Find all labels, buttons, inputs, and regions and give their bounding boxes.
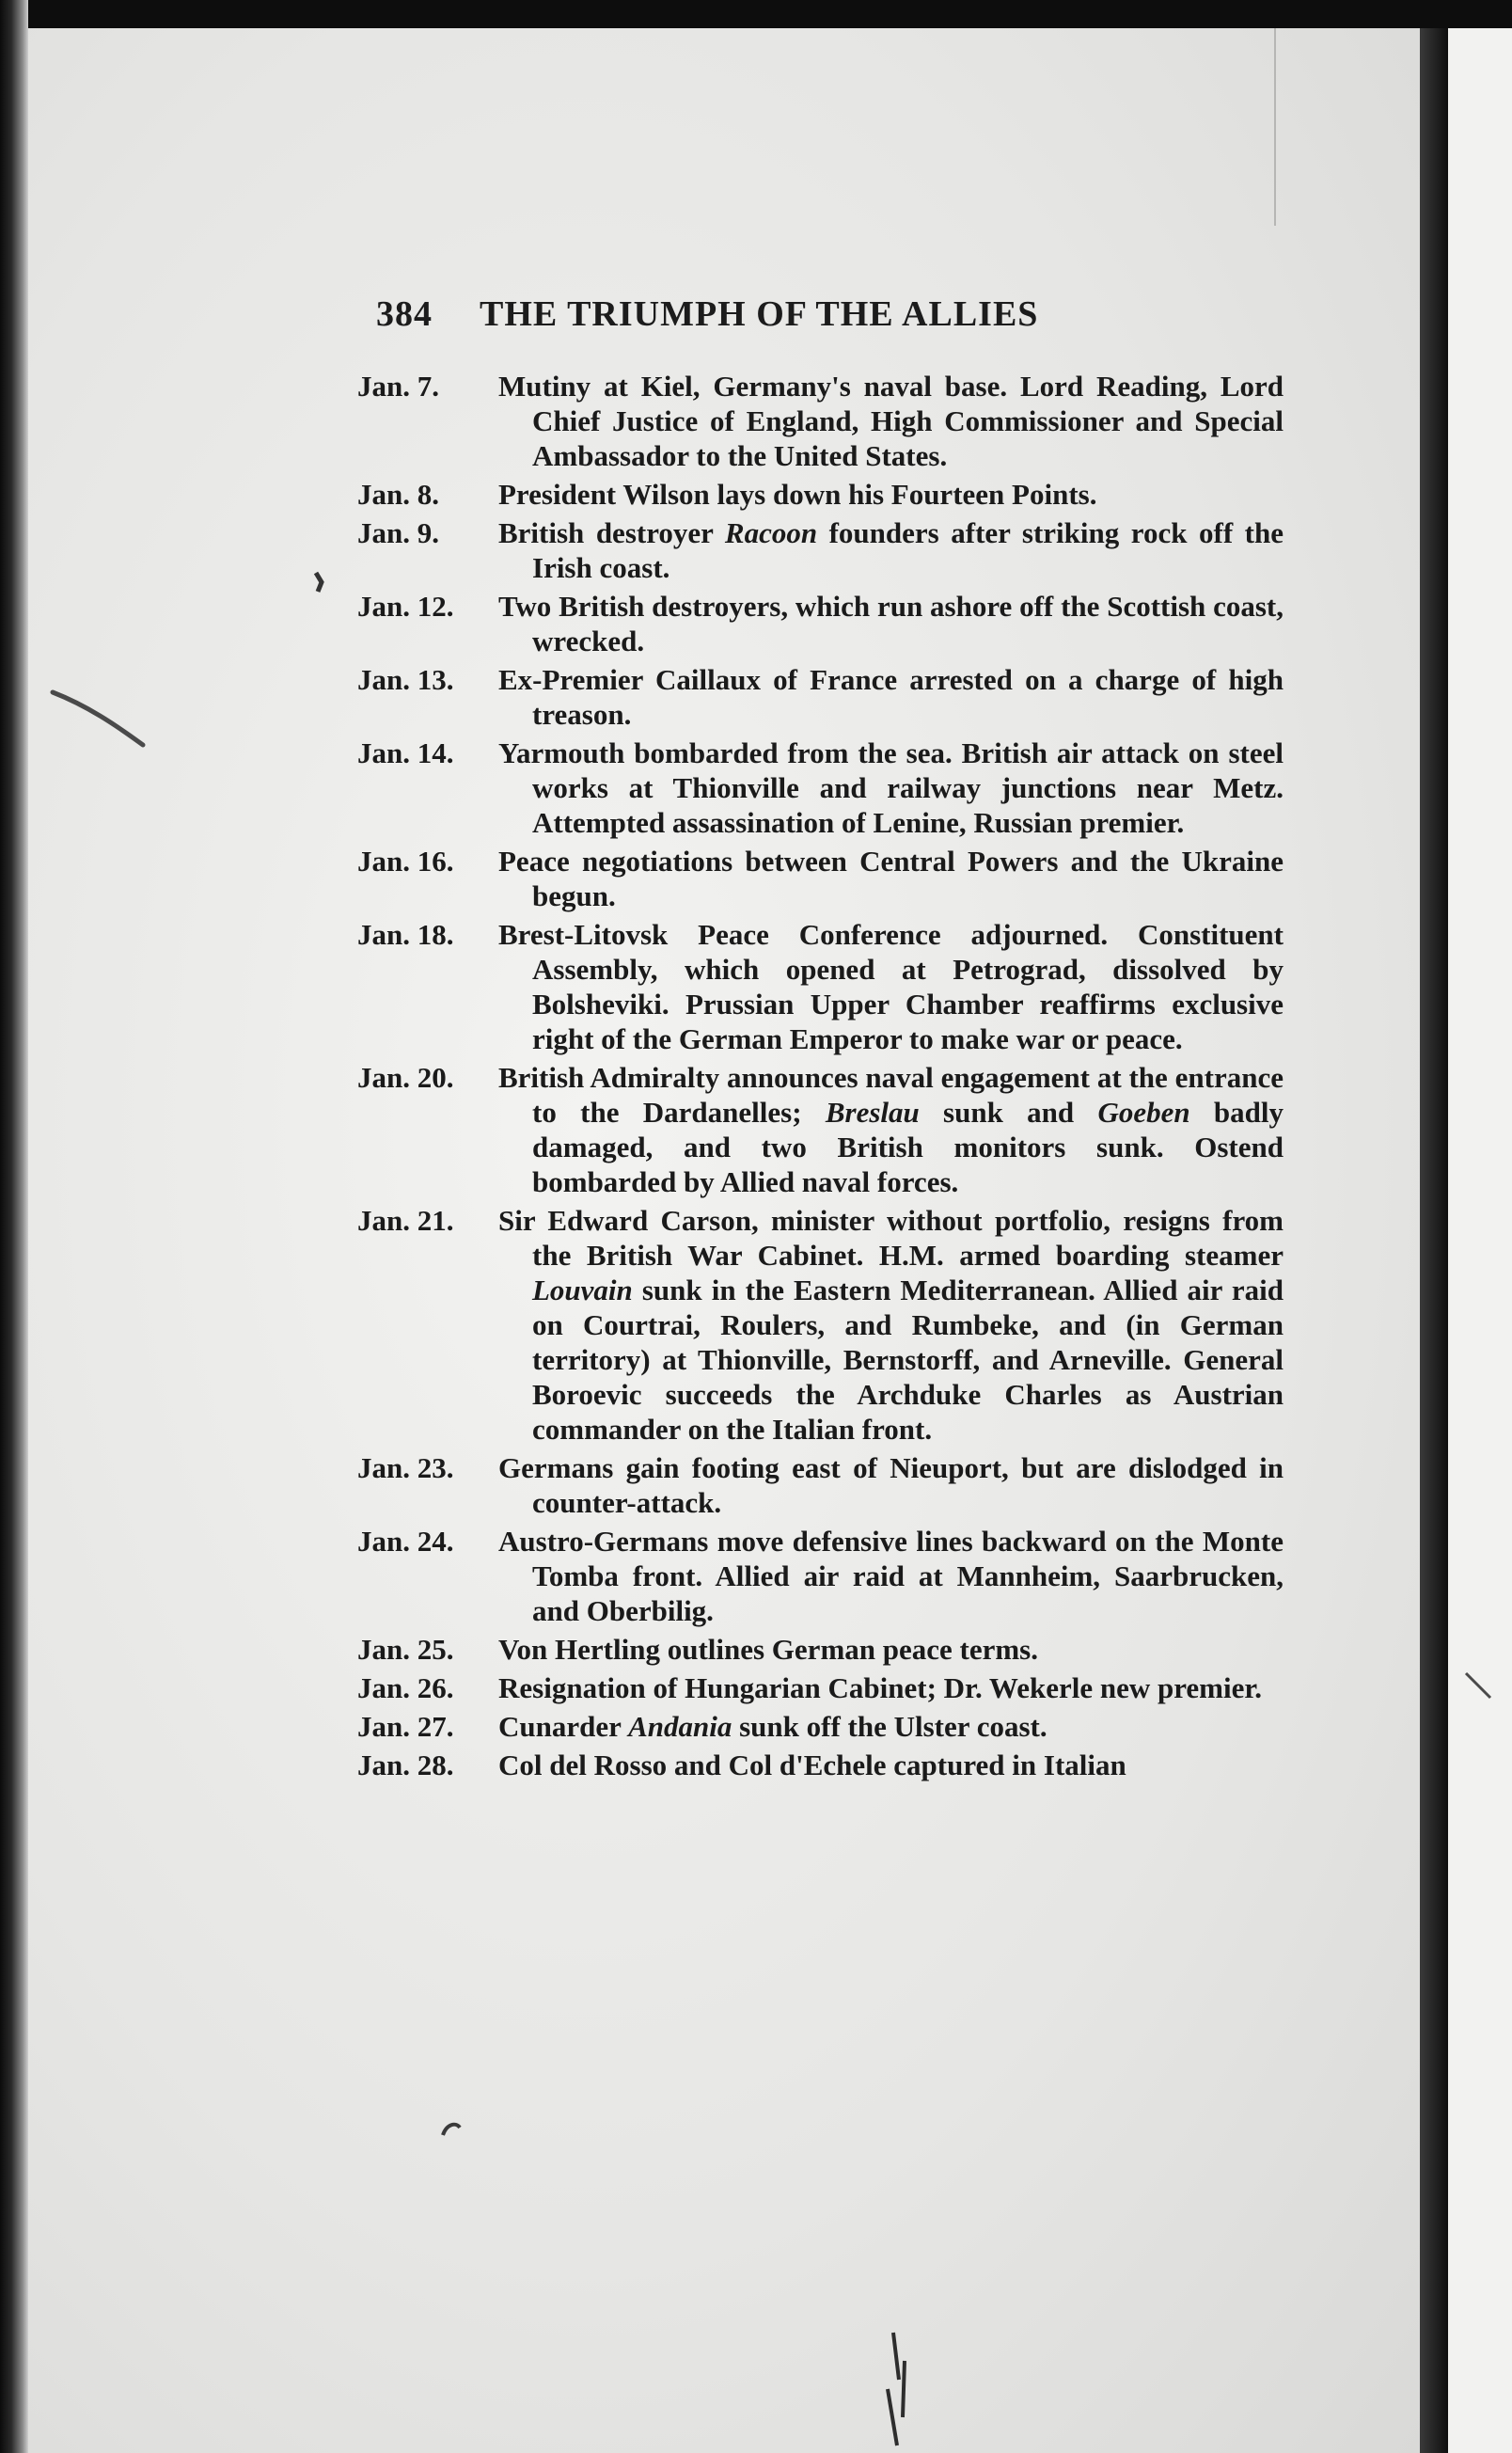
page-title: THE TRIUMPH OF THE ALLIES	[480, 294, 1039, 334]
scan-mark-curl	[437, 2116, 465, 2144]
entry-date: Jan. 18.	[357, 918, 454, 951]
entry-date: Jan. 25.	[357, 1633, 454, 1666]
scan-mark-stroke	[49, 687, 152, 752]
scan-mark-speck	[310, 569, 329, 597]
entry-date: Jan. 27.	[357, 1710, 454, 1743]
chronology-entry	[357, 1709, 1284, 1744]
chronology-entry	[357, 662, 1284, 732]
entry-text: Peace negotiations between Central Powers and the Ukraine begun.	[498, 845, 1284, 912]
ship-name: Breslau	[825, 1096, 920, 1129]
entry-text: Ex-Premier Caillaux of France arrested on a charge of high treason.	[498, 663, 1284, 731]
entry-date: Jan. 16.	[357, 845, 454, 878]
entry-date: Jan. 14.	[357, 736, 454, 769]
chronology-entry	[357, 1670, 1284, 1705]
chronology-entry	[357, 1450, 1284, 1520]
entry-text: British Admiralty announces naval engagement at the entrance to the Dardanelles; Breslau sunk and Goeben badly damaged, and two British monitors sunk. Ostend bombarded by Allied naval forces.	[498, 1061, 1284, 1198]
page-header	[376, 293, 1222, 335]
page-number: 384	[376, 294, 433, 334]
entry-date: Jan. 13.	[357, 663, 454, 696]
scan-mark-bottom	[874, 2323, 921, 2453]
entry-date: Jan. 20.	[357, 1061, 454, 1094]
entry-text: Brest-Litovsk Peace Conference adjourned. Constituent Assembly, which opened at Petrograd, dissolved by Bolsheviki. Prussian Upper Chamber reaffirms exclusive right of the German Emperor to make war or peace.	[498, 918, 1284, 1055]
page-fold-line	[1274, 28, 1276, 226]
chronology-entry	[357, 736, 1284, 840]
entry-text: Resignation of Hungarian Cabinet; Dr. Wekerle new premier.	[498, 1671, 1263, 1704]
entry-date: Jan. 9.	[357, 516, 439, 549]
chronology-entry	[357, 917, 1284, 1056]
chronology-entry	[357, 1748, 1284, 1782]
chronology-entry	[357, 589, 1284, 658]
entry-text: Two British destroyers, which run ashore off the Scottish coast, wrecked.	[498, 590, 1284, 657]
chronology-entry	[357, 1632, 1284, 1667]
ship-name: Louvain	[532, 1274, 633, 1306]
book-gutter	[1420, 28, 1448, 2453]
facing-page-edge	[1448, 28, 1512, 2453]
chronology-entry	[357, 515, 1284, 585]
scan-border-top	[0, 0, 1512, 30]
ship-name: Racoon	[724, 516, 818, 549]
entry-text: Germans gain footing east of Nieuport, but are dislodged in counter-attack.	[498, 1451, 1284, 1519]
entry-date: Jan. 23.	[357, 1451, 454, 1484]
entry-date: Jan. 8.	[357, 478, 439, 511]
entry-date: Jan. 12.	[357, 590, 454, 623]
entry-text: President Wilson lays down his Fourteen Points.	[498, 478, 1097, 511]
chronology-entry	[357, 1203, 1284, 1447]
chronology-list	[357, 369, 1284, 1786]
scan-border-left	[0, 0, 28, 2453]
entry-text: Austro-Germans move defensive lines backward on the Monte Tomba front. Allied air raid at Mannheim, Saarbrucken, and Oberbilig.	[498, 1525, 1284, 1627]
chronology-entry	[357, 1060, 1284, 1199]
entry-text: Yarmouth bombarded from the sea. British air attack on steel works at Thionville and railway junctions near Metz. Attempted assassination of Lenine, Russian premier.	[498, 736, 1284, 839]
entry-text: Col del Rosso and Col d'Echele captured in Italian	[498, 1749, 1126, 1781]
ship-name: Goeben	[1097, 1096, 1190, 1129]
entry-date: Jan. 7.	[357, 370, 439, 403]
chronology-entry	[357, 844, 1284, 913]
scan-mark-right	[1462, 1670, 1500, 1707]
entry-text: British destroyer Racoon founders after striking rock off the Irish coast.	[498, 516, 1284, 584]
entry-date: Jan. 26.	[357, 1671, 454, 1704]
entry-date: Jan. 24.	[357, 1525, 454, 1558]
entry-date: Jan. 21.	[357, 1204, 454, 1237]
chronology-entry	[357, 369, 1284, 473]
entry-text: Cunarder Andania sunk off the Ulster coast.	[498, 1710, 1047, 1743]
chronology-entry	[357, 1524, 1284, 1628]
entry-text: Von Hertling outlines German peace terms.	[498, 1633, 1038, 1666]
ship-name: Andania	[628, 1710, 732, 1743]
entry-text: Sir Edward Carson, minister without portfolio, resigns from the British War Cabinet. H.M. armed boarding steamer Louvain sunk in the Eastern Mediterranean. Allied air raid on Courtrai, Roulers, and Rumbeke, and (in German territory) at Thionville, Bernstorff, and Arneville. General Boroevic succeeds the Archduke Charles as Austrian commander on the Italian front.	[498, 1204, 1284, 1446]
chronology-entry	[357, 477, 1284, 512]
entry-text: Mutiny at Kiel, Germany's naval base. Lord Reading, Lord Chief Justice of England, High Commissioner and Special Ambassador to the United States.	[498, 370, 1284, 472]
entry-date: Jan. 28.	[357, 1749, 454, 1781]
